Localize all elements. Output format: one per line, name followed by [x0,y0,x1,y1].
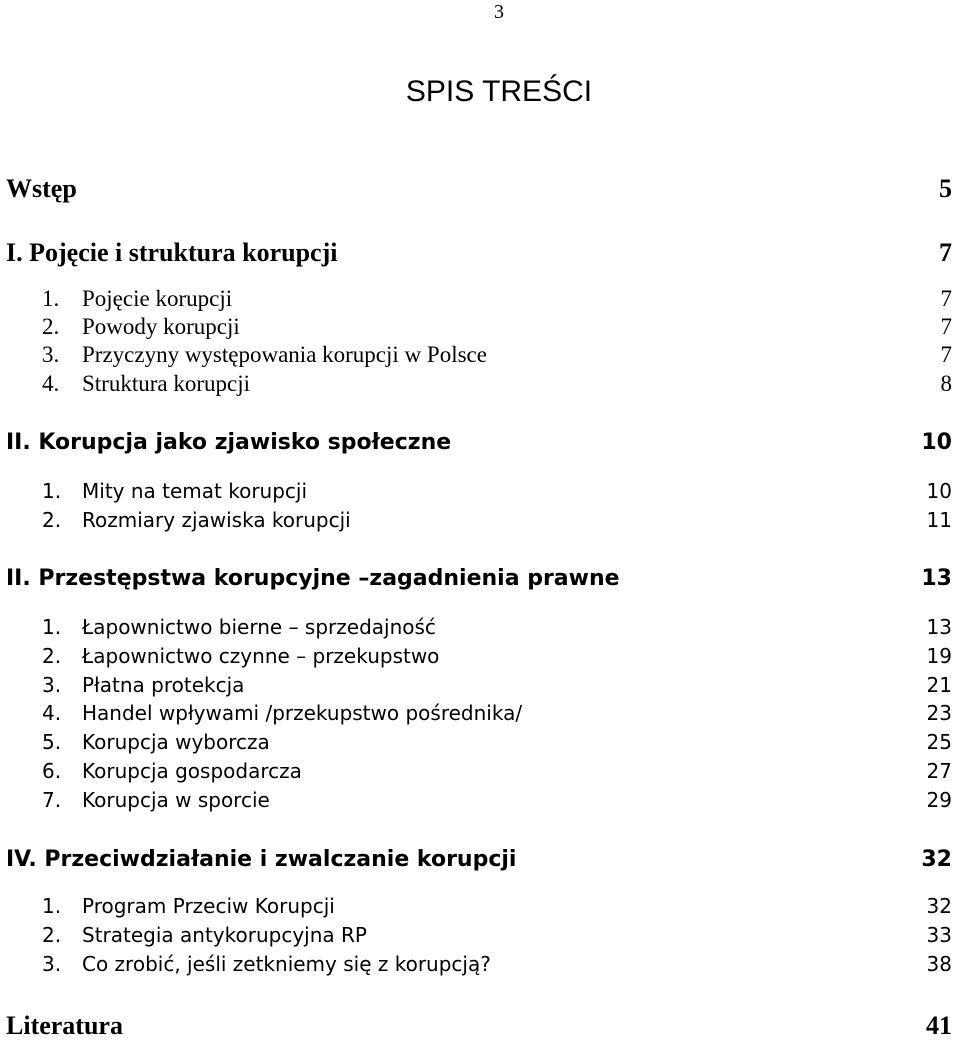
toc-item-page: 32 [926,894,952,918]
toc-section-page: 10 [921,430,952,455]
toc-item-label: Łapownictwo czynne – przekupstwo [82,644,440,668]
toc-item-number: 1. [42,286,60,311]
toc-item-number: 2. [42,314,60,339]
toc-item-number: 3. [42,342,60,367]
toc-item-page: 7 [940,314,952,339]
toc-item-page: 7 [940,286,952,311]
toc-item[interactable] [0,699,960,729]
toc-section-label: IV. Przeciwdziałanie i zwalczanie korupcji [6,847,517,872]
toc-item-number: 3. [42,673,62,697]
toc-item-number: 4. [42,371,60,396]
toc-item-page: 25 [926,730,952,754]
toc-item[interactable] [0,757,960,787]
toc-section-4[interactable] [0,845,960,875]
toc-item-page: 33 [926,923,952,947]
toc-section-page: 32 [921,847,952,872]
toc-item-label: Co zrobić, jeśli zetkniemy się z korupcją? [82,952,491,976]
toc-section-label: II. Przestępstwa korupcyjne –zagadnienia prawne [6,566,620,591]
toc-section-label: I. Pojęcie i struktura korupcji [6,238,338,267]
toc-section-3[interactable] [0,564,960,594]
toc-item-label: Mity na temat korupcji [82,479,308,503]
toc-item-number: 1. [42,479,62,503]
toc-item-label: Płatna protekcja [82,673,245,697]
toc-item-label: Korupcja gospodarcza [82,759,302,783]
toc-item-page: 7 [940,342,952,367]
toc-item[interactable] [0,950,960,980]
toc-item-label: Strategia antykorupcyjna RP [82,923,367,947]
toc-entry-wstep[interactable] [0,174,960,204]
toc-item[interactable] [0,892,960,922]
toc-item[interactable] [0,642,960,672]
toc-entry-label: Wstęp [6,174,77,203]
toc-item-page: 10 [926,479,952,503]
toc-item[interactable] [0,477,960,507]
page-title: SPIS TREŚCI [405,75,593,108]
page-number: 3 [494,1,504,23]
toc-item-label: Powody korupcji [82,314,240,339]
toc-item-number: 7. [42,788,62,812]
toc-item-label: Korupcja w sporcie [82,788,270,812]
toc-item-page: 13 [926,615,952,639]
toc-item[interactable] [0,921,960,951]
toc-item-number: 3. [42,952,62,976]
toc-item[interactable] [0,786,960,816]
toc-section-page: 7 [939,238,952,267]
toc-item-page: 23 [926,701,952,725]
toc-item-page: 21 [926,673,952,697]
toc-item-number: 2. [42,923,62,947]
toc-item-number: 6. [42,759,62,783]
toc-item-page: 8 [940,371,952,396]
toc-item-page: 38 [926,952,952,976]
toc-section-2[interactable] [0,428,960,458]
toc-item-label: Korupcja wyborcza [82,730,270,754]
toc-entry-literatura[interactable] [0,1011,960,1041]
toc-section-label: II. Korupcja jako zjawisko społeczne [6,430,452,455]
toc-section-page: 13 [921,566,952,591]
toc-item[interactable] [0,671,960,701]
toc-entry-label: Literatura [6,1011,123,1040]
toc-section-1[interactable] [0,238,960,268]
toc-item[interactable] [0,370,960,400]
toc-item-label: Pojęcie korupcji [82,286,233,311]
toc-item-number: 2. [42,644,62,668]
toc-item-number: 5. [42,730,62,754]
toc-item[interactable] [0,313,960,343]
toc-item-page: 19 [926,644,952,668]
toc-item-label: Handel wpływami /przekupstwo pośrednika/ [82,701,523,725]
toc-item-label: Program Przeciw Korupcji [82,894,335,918]
toc-item-number: 4. [42,701,62,725]
toc-item-page: 11 [926,508,952,532]
toc-item-label: Rozmiary zjawiska korupcji [82,508,351,532]
toc-item[interactable] [0,285,960,315]
toc-item-page: 29 [926,788,952,812]
toc-item-number: 2. [42,508,62,532]
toc-item[interactable] [0,613,960,643]
toc-item-label: Przyczyny występowania korupcji w Polsce [82,342,487,367]
toc-entry-page: 41 [926,1011,952,1040]
toc-item[interactable] [0,728,960,758]
toc-item-number: 1. [42,615,62,639]
toc-item-number: 1. [42,894,62,918]
toc-item-page: 27 [926,759,952,783]
toc-item[interactable] [0,341,960,371]
toc-entry-page: 5 [939,174,952,203]
toc-item-label: Łapownictwo bierne – sprzedajność [82,615,436,639]
toc-item[interactable] [0,506,960,536]
toc-item-label: Struktura korupcji [82,371,250,396]
